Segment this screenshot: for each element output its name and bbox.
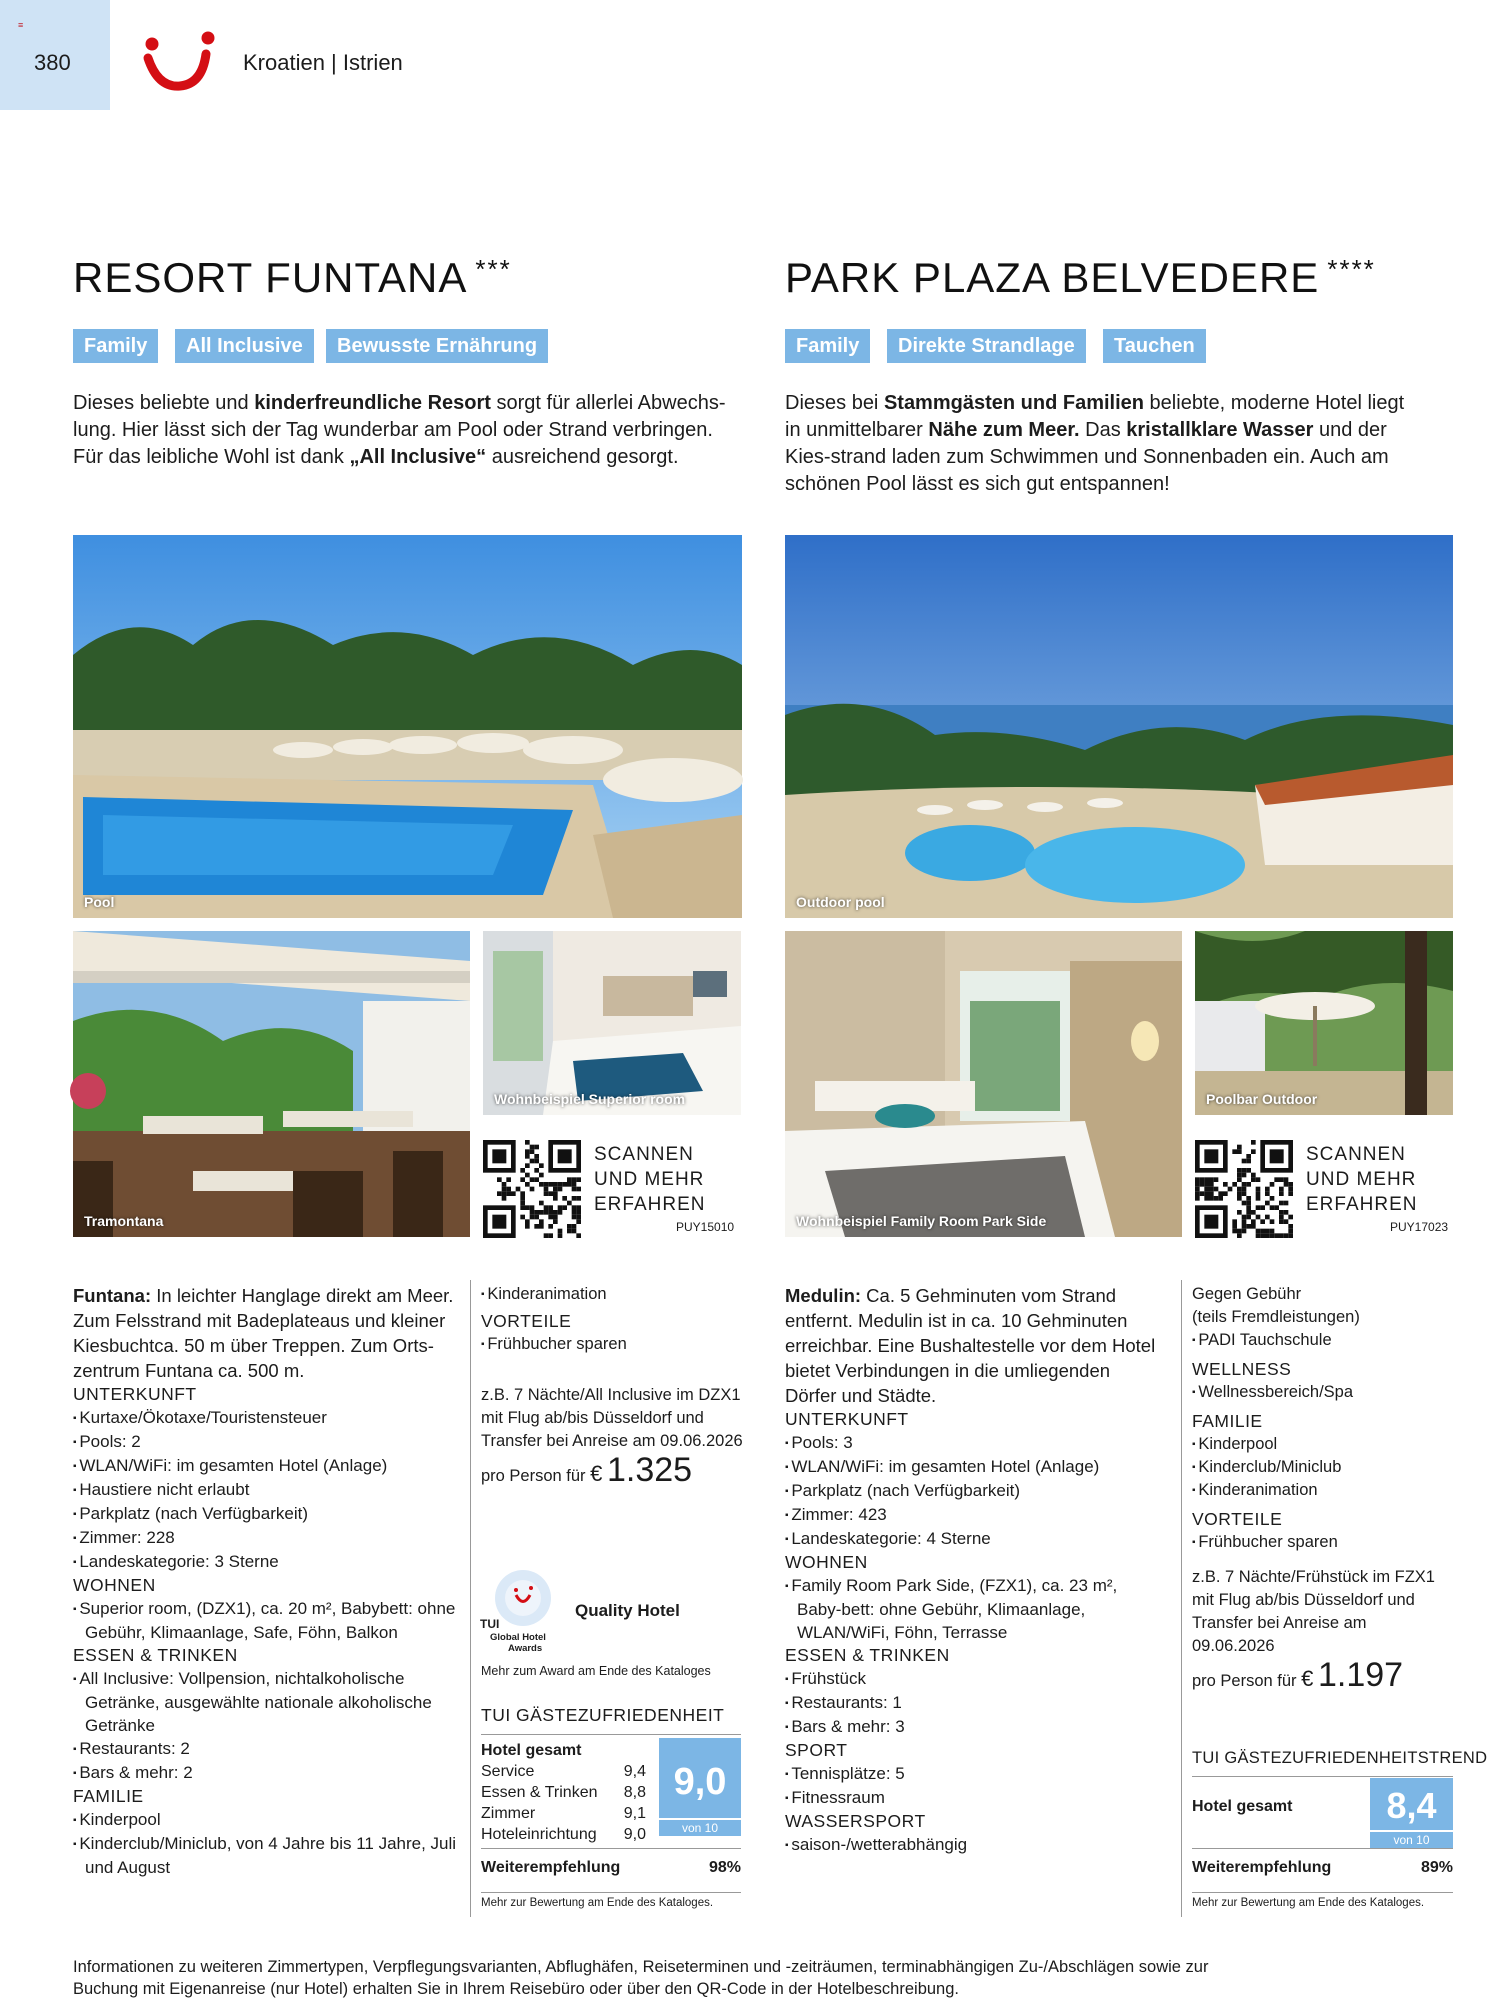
caption-outdoor-pool: Outdoor pool (796, 894, 885, 910)
caption-poolbar: Poolbar Outdoor (1206, 1091, 1318, 1107)
breadcrumb: Kroatien | Istrien (243, 50, 403, 75)
column-divider (1181, 1280, 1182, 1917)
qr-code-belvedere[interactable] (1195, 1140, 1293, 1238)
details-belvedere: Medulin: Ca. 5 Gehminuten vom Strand entfernt. Medulin ist in ca. 10 Gehminuten erreichbar. Eine Bushaltestelle vor dem Hotel bietet Verbindungen in die umliegenden Dörfer und Städte. UNTERKUNFT ▪ Pools: 3 ▪ WLAN/WiFi: im gesamten Hotel (Anlage) ▪ Parkplatz (nach Verfügbarkeit) ▪ Zimmer: 423 ▪ Landeskategorie: 4 Sterne WOHNEN ▪ Family Room Park Side, (FZX1), ca. 23 m², Baby-bett: ohne Gebühr, Klimaanlage, WLAN/WiFi, Föhn, Terrasse ESSEN & TRINKEN ▪ Frühstück ▪ Restaurants: 1 ▪ Bars & mehr: 3 SPORT ▪ Tennisplätze: 5 ▪ Fitnessraum WASSERSPORT ▪ saison-/wetterabhängig (785, 1283, 1165, 1857)
tag-family[interactable]: Family (73, 329, 158, 363)
product-code-funtana: PUY15010 (676, 1220, 735, 1234)
rating-total-label-belvedere: Hotel gesamt (1192, 1798, 1293, 1815)
photo-superior-room[interactable] (483, 931, 741, 1115)
rating-table-funtana: Hotel gesamt Service 9,4 Essen & Trinken 8,8 Zimmer 9,1 Hoteleinrichtung 9,0 (481, 1742, 646, 1843)
qr-code-funtana[interactable] (483, 1140, 581, 1238)
star-rating: *** (475, 254, 512, 284)
scan-prompt-funtana: SCANNEN UND MEHR ERFAHREN (594, 1144, 706, 1215)
hotel-title-funtana: RESORT FUNTANA *** (73, 254, 512, 301)
page-number: 380 (34, 50, 71, 75)
intro-belvedere: Dieses bei Stammgästen und Familien beliebte, moderne Hotel liegt in unmittelbarer Nähe zum Meer. Das kristallklare Wasser und der Kies-strand laden zum Schwimmen und Sonnenbaden ein. Auch am schönen Pool lässt es sich gut entspannen! (785, 392, 1405, 495)
caption-tramontana: Tramontana (84, 1213, 164, 1229)
award-logo-icon (478, 1568, 568, 1656)
offer-belvedere: Gegen Gebühr (teils Fremdleistungen) ▪ PADI Tauchschule WELLNESS ▪ Wellnessbereich/Spa FAMILIE ▪ Kinderpool ▪ Kinderclub/Miniclub ▪ Kinderanimation VORTEILE ▪ Frühbucher sparen z.B. 7 Nächte/Frühstück im FZX1 mit Flug ab/bis Düsseldorf und Transfer bei Anreise am 09.06.2026 pro Person für € 1.197 (1192, 1283, 1453, 1693)
column-divider (470, 1280, 471, 1917)
recommend-row-belvedere: Weiterempfehlung 89% (1192, 1848, 1453, 1877)
award-note: Mehr zum Award am Ende des Kataloges (481, 1664, 711, 1678)
scan-prompt-belvedere: SCANNEN UND MEHR ERFAHREN (1306, 1144, 1418, 1215)
tag-family[interactable]: Family (785, 329, 870, 363)
photo-outdoor-pool[interactable] (785, 535, 1453, 918)
photo-family-room[interactable] (785, 931, 1182, 1237)
offer-funtana: ▪ Kinderanimation VORTEILE ▪ Frühbucher sparen z.B. 7 Nächte/All Inclusive im DZX1 mit Flug ab/bis Düsseldorf und Transfer bei Anreise am 09.06.2026 pro Person für € 1.325 (481, 1283, 743, 1488)
price-funtana: 1.325 (607, 1451, 693, 1489)
tag-all-inclusive[interactable]: All Inclusive (175, 329, 314, 363)
hotel-title-belvedere: PARK PLAZA BELVEDERE **** (785, 254, 1376, 301)
tag-bewusste-ernaehrung[interactable]: Bewusste Ernährung (326, 329, 548, 363)
product-code-belvedere: PUY17023 (1390, 1220, 1449, 1234)
svg-text:Global Hotel: Global Hotel (490, 1632, 546, 1643)
photo-tramontana[interactable] (73, 931, 470, 1237)
tui-logo-icon (140, 28, 220, 93)
tag-direkte-strandlage[interactable]: Direkte Strandlage (887, 329, 1086, 363)
caption-superior-room: Wohnbeispiel Superior room (494, 1091, 686, 1107)
svg-text:TUI: TUI (480, 1617, 500, 1631)
award-title: Quality Hotel (575, 1601, 680, 1620)
rating-heading-funtana: TUI GÄSTEZUFRIEDENHEIT (481, 1705, 725, 1725)
details-funtana: Funtana: In leichter Hanglage direkt am Meer. Zum Felsstrand mit Badeplateaus und kleiner Kiesbuchtca. 50 m über Treppen. Zum Orts-zentrum Funtana ca. 500 m. UNTERKUNFT ▪ Kurtaxe/Ökotaxe/Touristensteuer ▪ Pools: 2 ▪ WLAN/WiFi: im gesamten Hotel (Anlage) ▪ Haustiere nicht erlaubt ▪ Parkplatz (nach Verfügbarkeit) ▪ Zimmer: 228 ▪ Landeskategorie: 3 Sterne WOHNEN ▪ Superior room, (DZX1), ca. 20 m², Babybett: ohne Gebühr, Klimaanlage, Safe, Föhn, Balkon ESSEN & TRINKEN ▪ All Inclusive: Vollpension, nichtalkoholische Getränke, ausgewählte nationale alkoholische Getränke ▪ Restaurants: 2 ▪ Bars & mehr: 2 FAMILIE ▪ Kinderpool ▪ Kinderclub/Miniclub, von 4 Jahre bis 11 Jahre, Juli und August (73, 1283, 458, 1879)
photo-poolbar[interactable] (1195, 931, 1453, 1115)
rating-rule (1192, 1776, 1453, 1777)
star-rating: **** (1327, 254, 1376, 284)
svg-text:Awards: Awards (508, 1643, 543, 1654)
caption-pool: Pool (84, 894, 115, 910)
caption-family-room: Wohnbeispiel Family Room Park Side (796, 1213, 1047, 1229)
photo-pool[interactable] (73, 535, 742, 918)
price-belvedere: 1.197 (1318, 1656, 1404, 1694)
score-box-belvedere: 8,4 von 10 (1370, 1778, 1453, 1848)
rating-heading-belvedere: TUI GÄSTEZUFRIEDENHEITSTREND (1192, 1749, 1487, 1767)
score-box-funtana: 9,0 von 10 (659, 1738, 741, 1836)
intro-funtana: Dieses beliebte und kinderfreundliche Resort sorgt für allerlei Abwechs-lung. Hier lässt sich der Tag wunderbar am Pool oder Strand verbringen. Für das leibliche Wohl ist dank „All Inclusive“ ausreichend gesorgt. (73, 392, 726, 468)
rating-note-funtana: Mehr zur Bewertung am Ende des Kataloges. (481, 1892, 741, 1909)
rating-note-belvedere: Mehr zur Bewertung am Ende des Kataloges. (1192, 1892, 1453, 1909)
tag-tauchen[interactable]: Tauchen (1103, 329, 1206, 363)
footer-note: Informationen zu weiteren Zimmertypen, Verpflegungsvarianten, Abflughäfen, Reiseterminen und -zeiträumen, terminabhängigen Zu-/Abschlägen sowie zur Buchung mit Eigenanreise (nur Hotel) erhalten Sie in Ihrem Reisebüro oder über den QR-Code in der Hotelbeschreibung. (73, 1958, 1209, 1998)
rating-rule (481, 1734, 741, 1735)
flag-mark: ≡ (18, 20, 24, 30)
recommend-row-funtana: Weiterempfehlung 98% (481, 1848, 741, 1877)
